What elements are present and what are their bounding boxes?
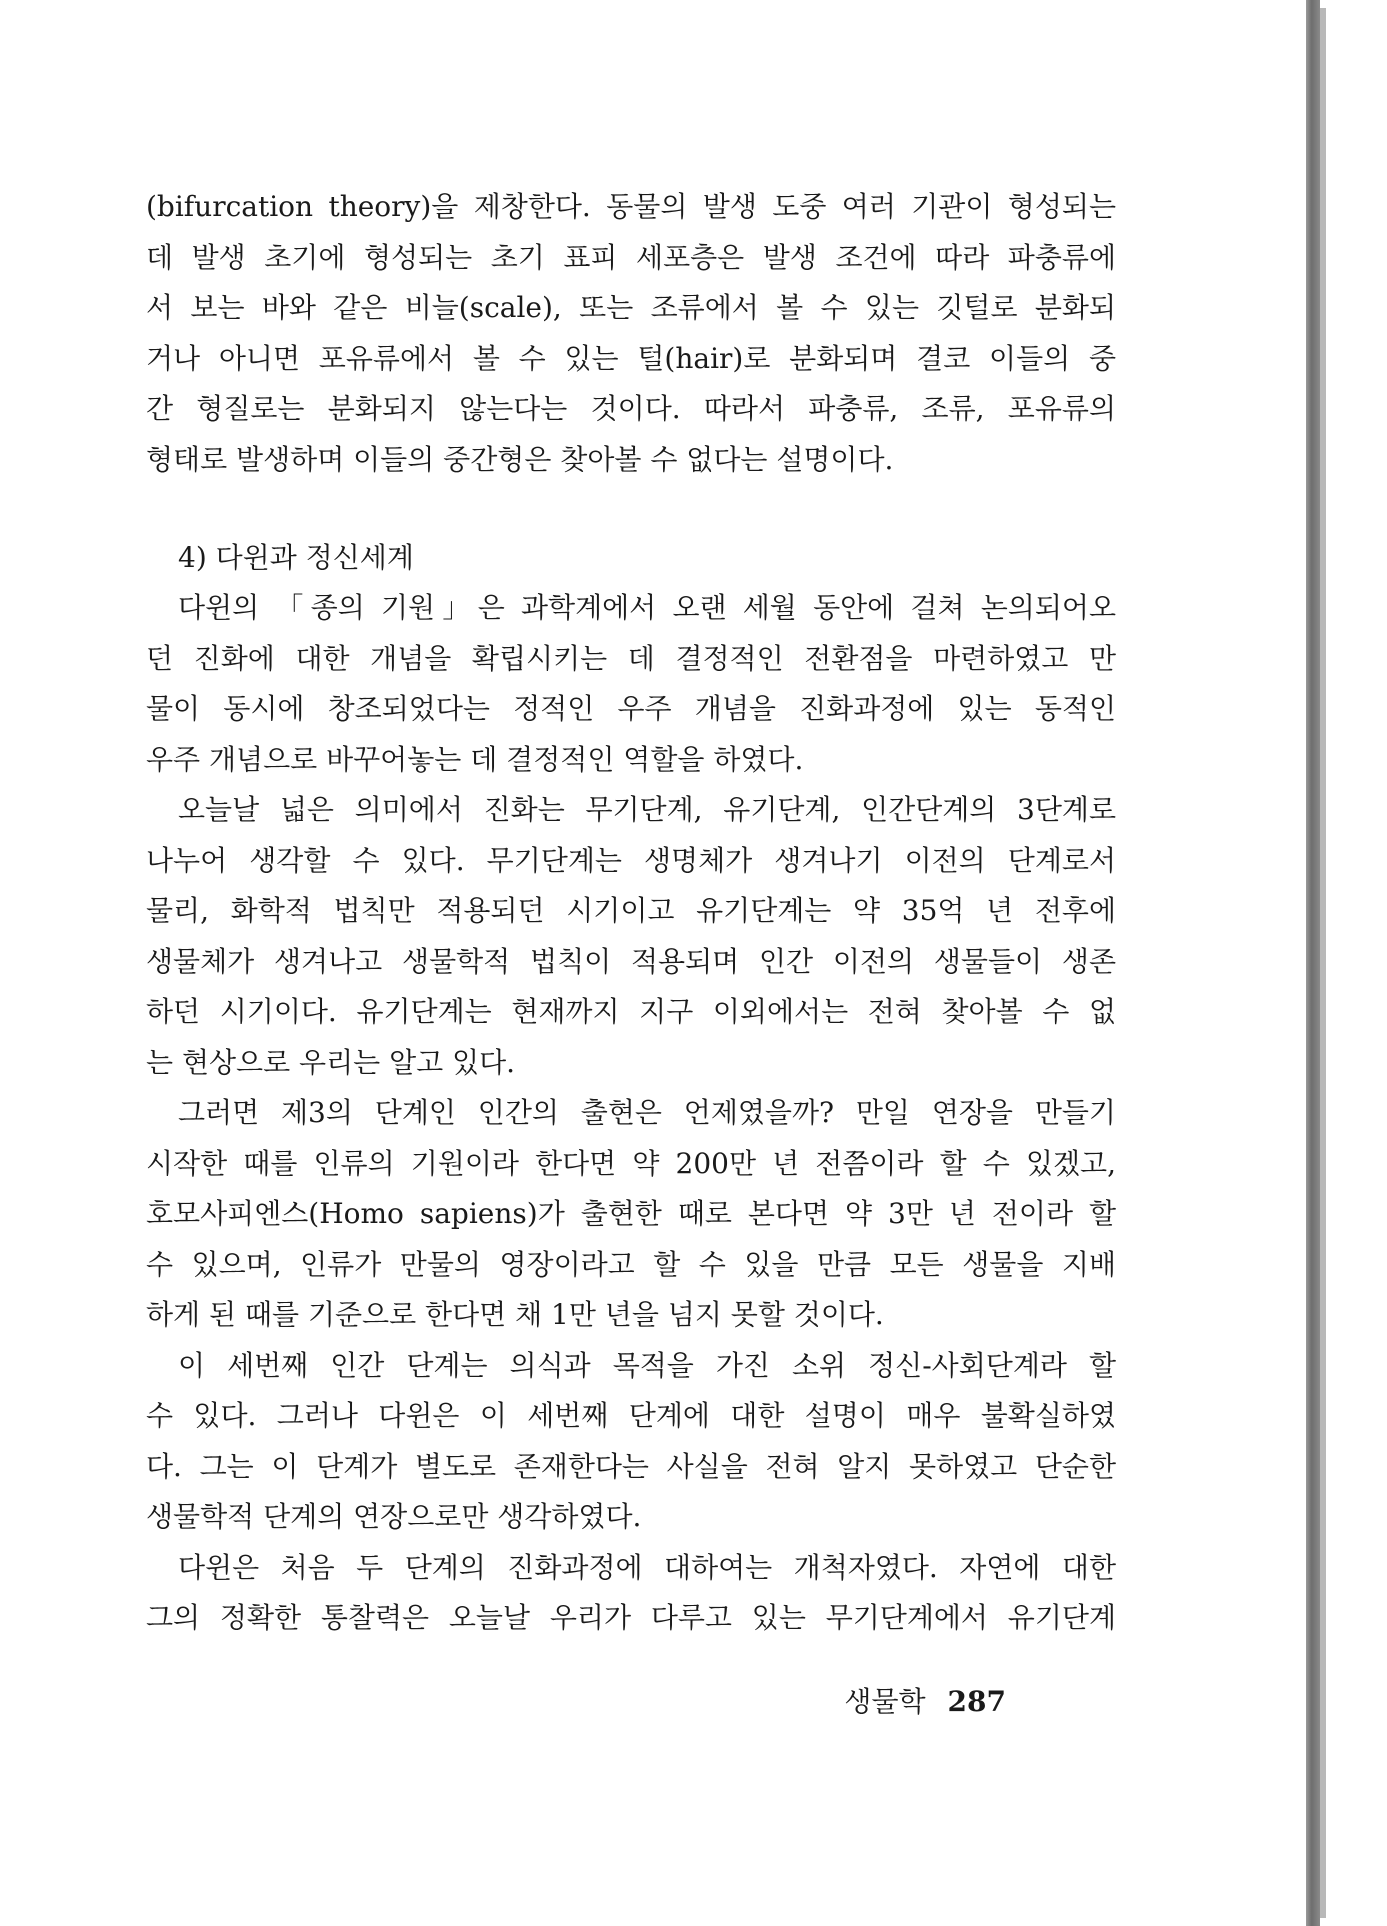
text-line: 는 현상으로 우리는 알고 있다. (146, 1045, 516, 1079)
text-line: 서 보는 바와 같은 비늘(scale), 또는 조류에서 볼 수 있는 깃털로 분화되 (146, 291, 1116, 324)
paragraph (146, 1088, 1116, 1341)
paragraph (146, 182, 1116, 485)
body-text (146, 182, 1116, 1644)
text-line: 하게 된 때를 기준으로 한다면 채 1만 년을 넘지 못할 것이다. (146, 1298, 884, 1331)
text-line: 던 진화에 대한 개념을 확립시키는 데 결정적인 전환점을 마련하였고 만 (146, 641, 1116, 675)
text-line: 다. 그는 이 단계가 별도로 존재한다는 사실을 전혀 알지 못하였고 단순한 (146, 1449, 1116, 1483)
text-line: 물리, 화학적 법칙만 적용되던 시기이고 유기단계는 약 35억 년 전후에 (146, 894, 1116, 927)
page-number: 287 (947, 1685, 1006, 1718)
text-line: 생물학적 단계의 연장으로만 생각하였다. (146, 1500, 642, 1533)
text-line: 나누어 생각할 수 있다. 무기단계는 생명체가 생겨나기 이전의 단계로서 (146, 843, 1116, 877)
text-line: 수 있다. 그러나 다윈은 이 세번째 단계에 대한 설명이 매우 불확실하였 (146, 1399, 1116, 1432)
text-line: 하던 시기이다. 유기단계는 현재까지 지구 이외에서는 전혀 찾아볼 수 없 (146, 995, 1116, 1028)
paragraph (146, 583, 1116, 785)
text-line: 다윈의 「종의 기원」은 과학계에서 오랜 세월 동안에 걸쳐 논의되어오 (178, 591, 1116, 624)
paragraph (146, 785, 1116, 1088)
page-edge (1306, 0, 1320, 1926)
paragraph (146, 1341, 1116, 1543)
text-line: 이 세번째 인간 단계는 의식과 목적을 가진 소위 정신-사회단계라 할 (178, 1348, 1116, 1382)
text-line: 생물체가 생겨나고 생물학적 법칙이 적용되며 인간 이전의 생물들이 생존 (146, 944, 1116, 978)
section-heading: 4) 다윈과 정신세계 (178, 541, 414, 574)
background-margin (1326, 0, 1387, 1926)
text-line: 수 있으며, 인류가 만물의 영장이라고 할 수 있을 만큼 모든 생물을 지배 (146, 1247, 1116, 1281)
running-footer-title: 생물학 (844, 1685, 926, 1718)
text-line: 거나 아니면 포유류에서 볼 수 있는 털(hair)로 분화되며 결코 이들의 중 (146, 341, 1116, 375)
text-line: (bifurcation theory)을 제창한다. 동물의 발생 도중 여러 기관이 형성되는 (146, 190, 1116, 223)
text-line: 그의 정확한 통찰력은 오늘날 우리가 다루고 있는 무기단계에서 유기단계 (146, 1601, 1116, 1634)
text-line: 그러면 제3의 단계인 인간의 출현은 언제였을까? 만일 연장을 만들기 (178, 1096, 1116, 1129)
page-footer (844, 1680, 1006, 1720)
text-line: 시작한 때를 인류의 기원이라 한다면 약 200만 년 전쯤이라 할 수 있겠고, (146, 1146, 1116, 1180)
text-line: 간 형질로는 분화되지 않는다는 것이다. 따라서 파충류, 조류, 포유류의 (146, 392, 1116, 425)
text-line: 데 발생 초기에 형성되는 초기 표피 세포층은 발생 조건에 따라 파충류에 (146, 240, 1116, 274)
text-line: 형태로 발생하며 이들의 중간형은 찾아볼 수 없다는 설명이다. (146, 442, 894, 476)
text-line: 우주 개념으로 바꾸어놓는 데 결정적인 역할을 하였다. (146, 742, 804, 776)
text-line: 다윈은 처음 두 단계의 진화과정에 대하여는 개척자였다. 자연에 대한 (178, 1550, 1116, 1584)
text-line: 호모사피엔스(Homo sapiens)가 출현한 때로 본다면 약 3만 년 전이라 할 (146, 1197, 1116, 1230)
text-line: 오늘날 넓은 의미에서 진화는 무기단계, 유기단계, 인간단계의 3단계로 (178, 793, 1116, 826)
paragraph (146, 1543, 1116, 1644)
text-line: 물이 동시에 창조되었다는 정적인 우주 개념을 진화과정에 있는 동적인 (146, 692, 1116, 725)
